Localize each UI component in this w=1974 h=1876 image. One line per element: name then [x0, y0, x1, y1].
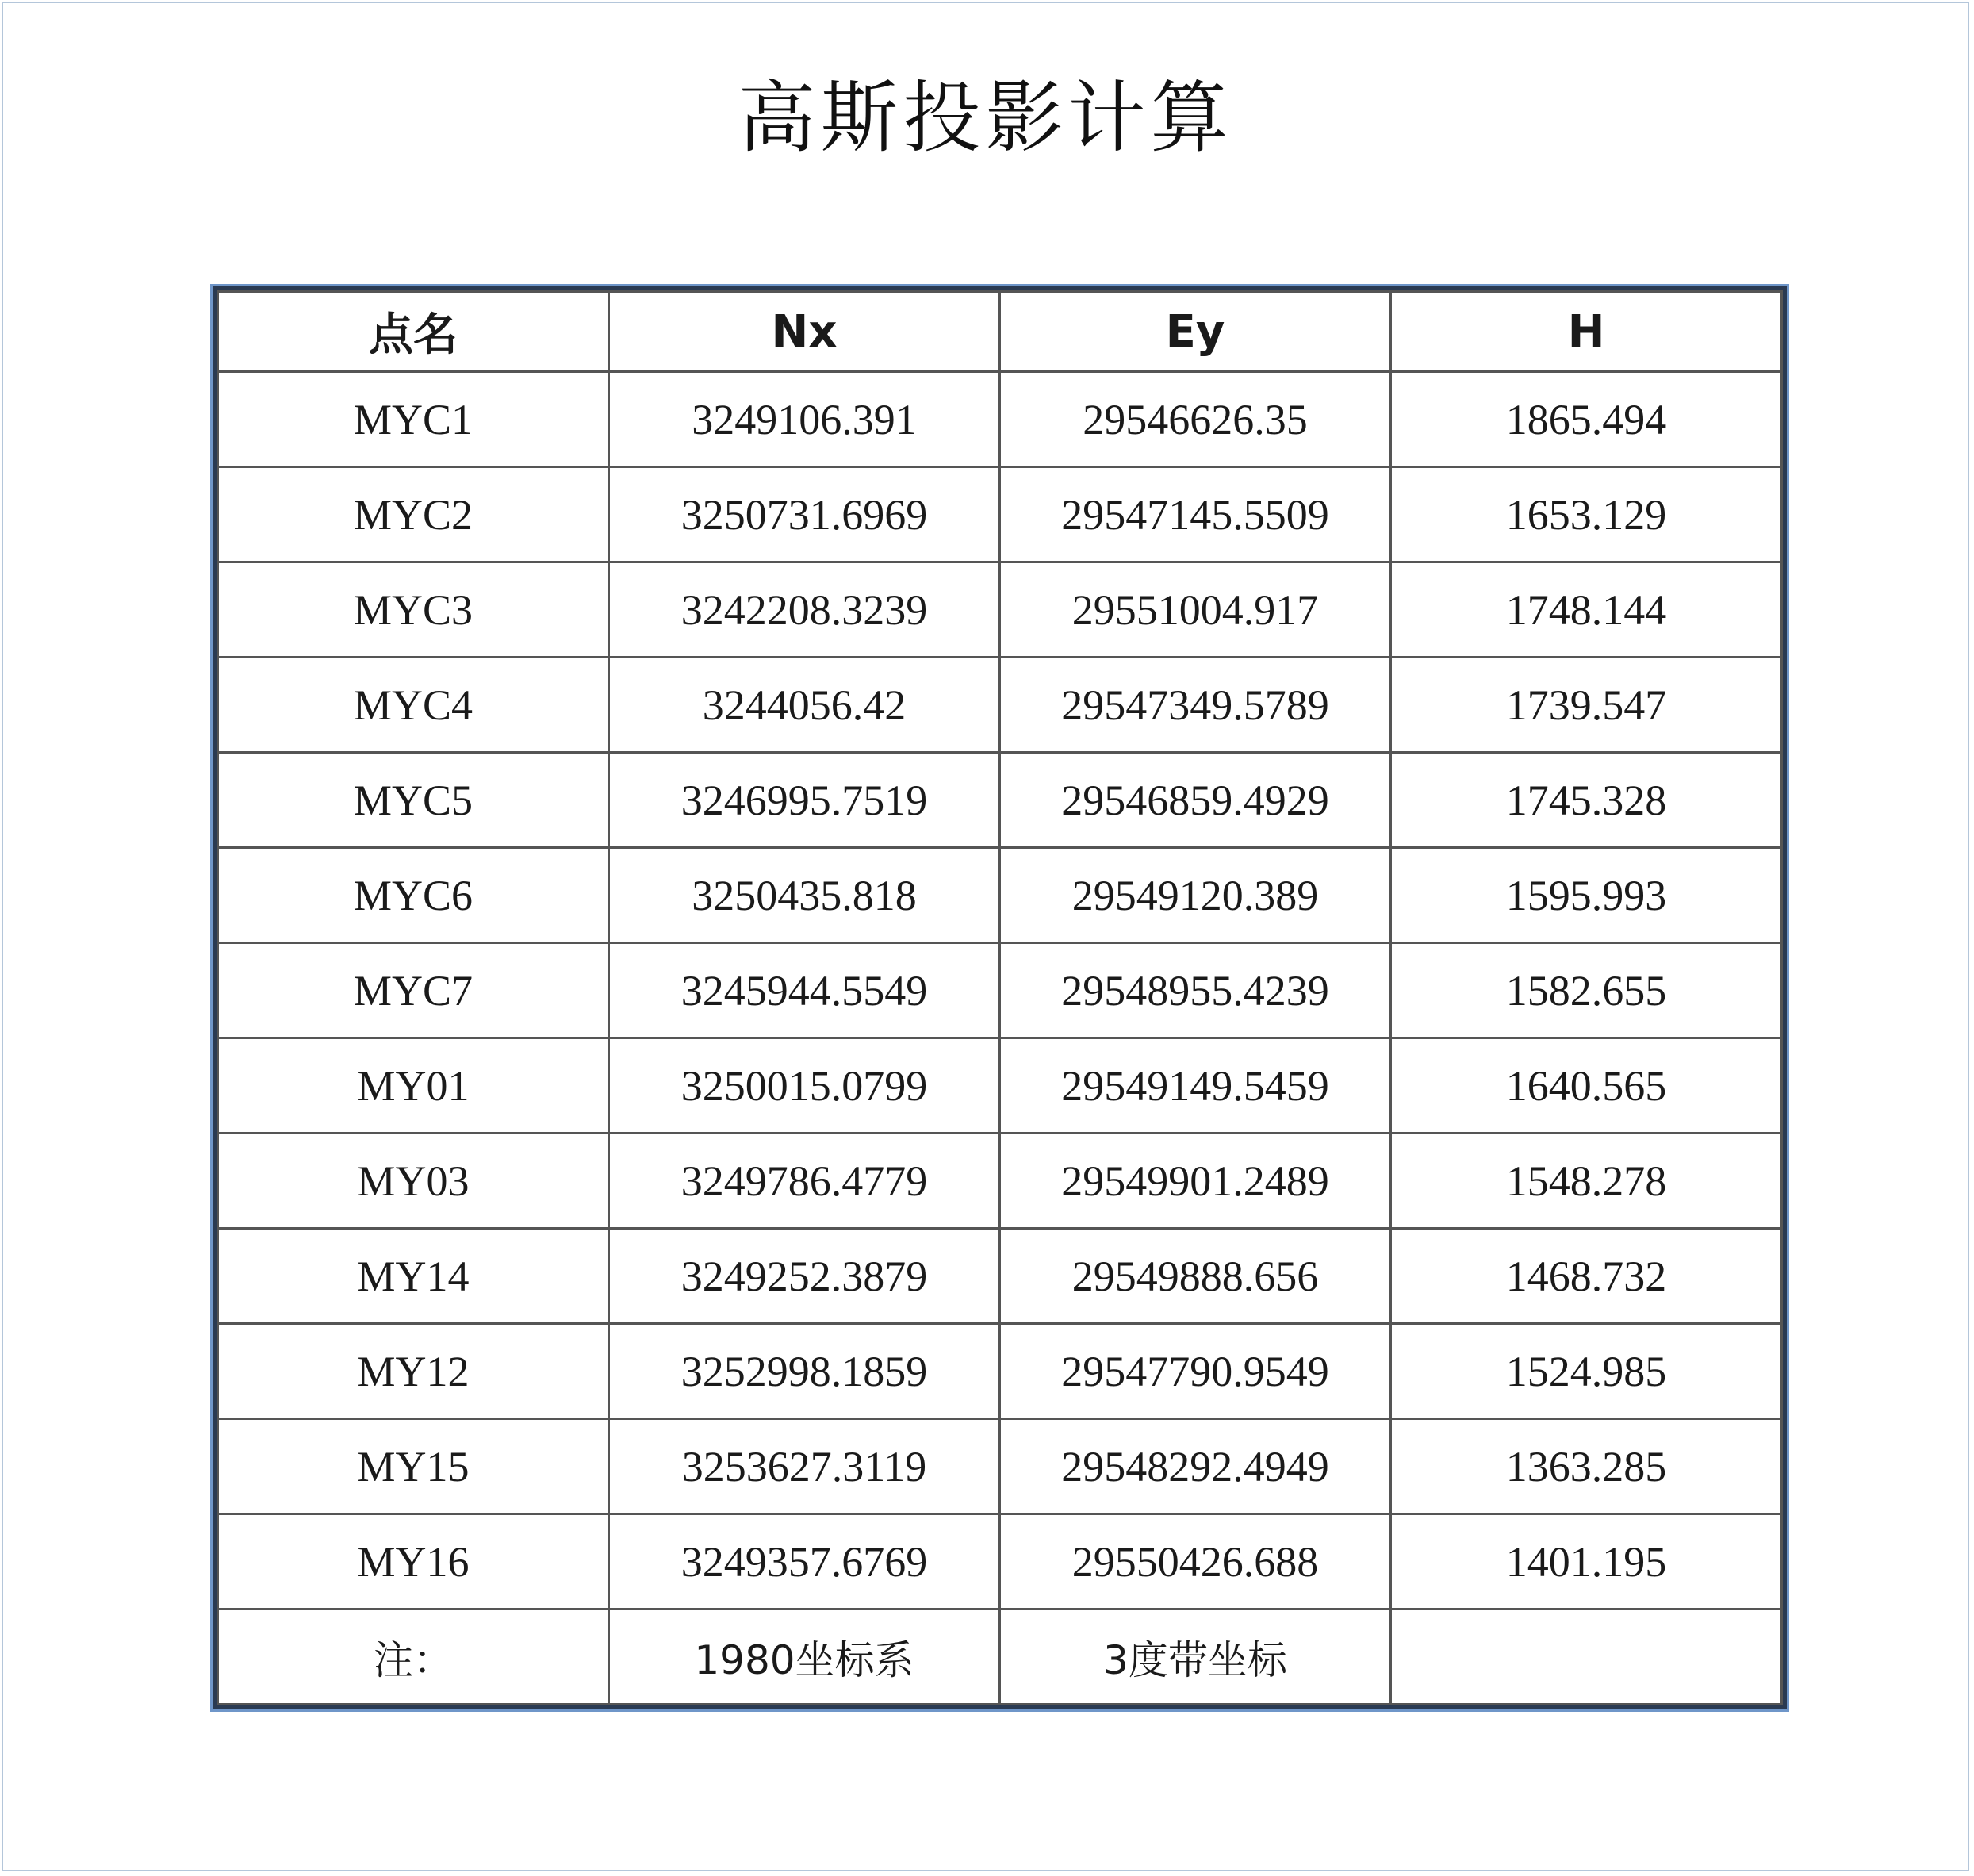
table-row: [218, 467, 1782, 562]
cell-point-name: MY16: [218, 1514, 609, 1609]
note-label: 注：: [218, 1609, 609, 1705]
cell-point-name: MYC2: [218, 467, 609, 562]
cell-nx: 3242208.3239: [609, 562, 1000, 658]
table-row: [218, 943, 1782, 1038]
cell-ey: 29549120.389: [1000, 848, 1391, 943]
table-row: [218, 1419, 1782, 1514]
cell-point-name: MYC4: [218, 658, 609, 753]
table-row: [218, 372, 1782, 467]
table-row: [218, 1134, 1782, 1229]
cell-ey: 29549149.5459: [1000, 1038, 1391, 1134]
cell-point-name: MY15: [218, 1419, 609, 1514]
table-row: [218, 753, 1782, 848]
cell-nx: 3249106.391: [609, 372, 1000, 467]
cell-ey: 29547145.5509: [1000, 467, 1391, 562]
cell-ey: 29547790.9549: [1000, 1324, 1391, 1419]
note-row: [218, 1609, 1782, 1705]
cell-point-name: MYC1: [218, 372, 609, 467]
cell-ey: 29546859.4929: [1000, 753, 1391, 848]
cell-ey: 29547349.5789: [1000, 658, 1391, 753]
cell-point-name: MY01: [218, 1038, 609, 1134]
cell-h: 1640.565: [1391, 1038, 1782, 1134]
note-coordinate-system: 1980坐标系: [609, 1609, 1000, 1705]
cell-h: 1653.129: [1391, 467, 1782, 562]
document-frame: [2, 2, 1969, 1871]
page-title: 高斯投影计算: [738, 73, 1233, 163]
cell-h: 1468.732: [1391, 1229, 1782, 1324]
cell-point-name: MYC5: [218, 753, 609, 848]
cell-h: 1595.993: [1391, 848, 1782, 943]
cell-h: 1745.328: [1391, 753, 1782, 848]
cell-nx: 3249786.4779: [609, 1134, 1000, 1229]
cell-nx: 3249252.3879: [609, 1229, 1000, 1324]
cell-nx: 3252998.1859: [609, 1324, 1000, 1419]
cell-h: 1401.195: [1391, 1514, 1782, 1609]
header-row: [218, 292, 1782, 372]
table-row: [218, 1514, 1782, 1609]
coordinate-table: [217, 290, 1783, 1705]
cell-ey: 29549901.2489: [1000, 1134, 1391, 1229]
header-point-name: 点名: [218, 292, 609, 372]
header-h: H: [1391, 292, 1782, 372]
cell-ey: 29546626.35: [1000, 372, 1391, 467]
cell-nx: 3250435.818: [609, 848, 1000, 943]
cell-point-name: MY14: [218, 1229, 609, 1324]
cell-nx: 3253627.3119: [609, 1419, 1000, 1514]
cell-nx: 3249357.6769: [609, 1514, 1000, 1609]
cell-point-name: MY03: [218, 1134, 609, 1229]
note-empty: [1391, 1609, 1782, 1705]
cell-h: 1363.285: [1391, 1419, 1782, 1514]
cell-ey: 29548955.4239: [1000, 943, 1391, 1038]
cell-nx: 3245944.5549: [609, 943, 1000, 1038]
table-row: [218, 562, 1782, 658]
cell-nx: 3246995.7519: [609, 753, 1000, 848]
cell-ey: 29551004.917: [1000, 562, 1391, 658]
header-ey: Ey: [1000, 292, 1391, 372]
cell-point-name: MYC3: [218, 562, 609, 658]
table-row: [218, 1324, 1782, 1419]
cell-ey: 29549888.656: [1000, 1229, 1391, 1324]
cell-ey: 29550426.688: [1000, 1514, 1391, 1609]
cell-point-name: MYC7: [218, 943, 609, 1038]
cell-nx: 3250015.0799: [609, 1038, 1000, 1134]
cell-h: 1548.278: [1391, 1134, 1782, 1229]
cell-h: 1739.547: [1391, 658, 1782, 753]
table-row: [218, 1229, 1782, 1324]
header-nx: Nx: [609, 292, 1000, 372]
cell-ey: 29548292.4949: [1000, 1419, 1391, 1514]
cell-h: 1582.655: [1391, 943, 1782, 1038]
cell-nx: 3244056.42: [609, 658, 1000, 753]
cell-nx: 3250731.6969: [609, 467, 1000, 562]
cell-point-name: MY12: [218, 1324, 609, 1419]
coordinate-table-container: [213, 286, 1787, 1709]
cell-point-name: MYC6: [218, 848, 609, 943]
cell-h: 1865.494: [1391, 372, 1782, 467]
table-row: [218, 848, 1782, 943]
cell-h: 1524.985: [1391, 1324, 1782, 1419]
table-row: [218, 658, 1782, 753]
note-zone: 3度带坐标: [1000, 1609, 1391, 1705]
cell-h: 1748.144: [1391, 562, 1782, 658]
table-row: [218, 1038, 1782, 1134]
